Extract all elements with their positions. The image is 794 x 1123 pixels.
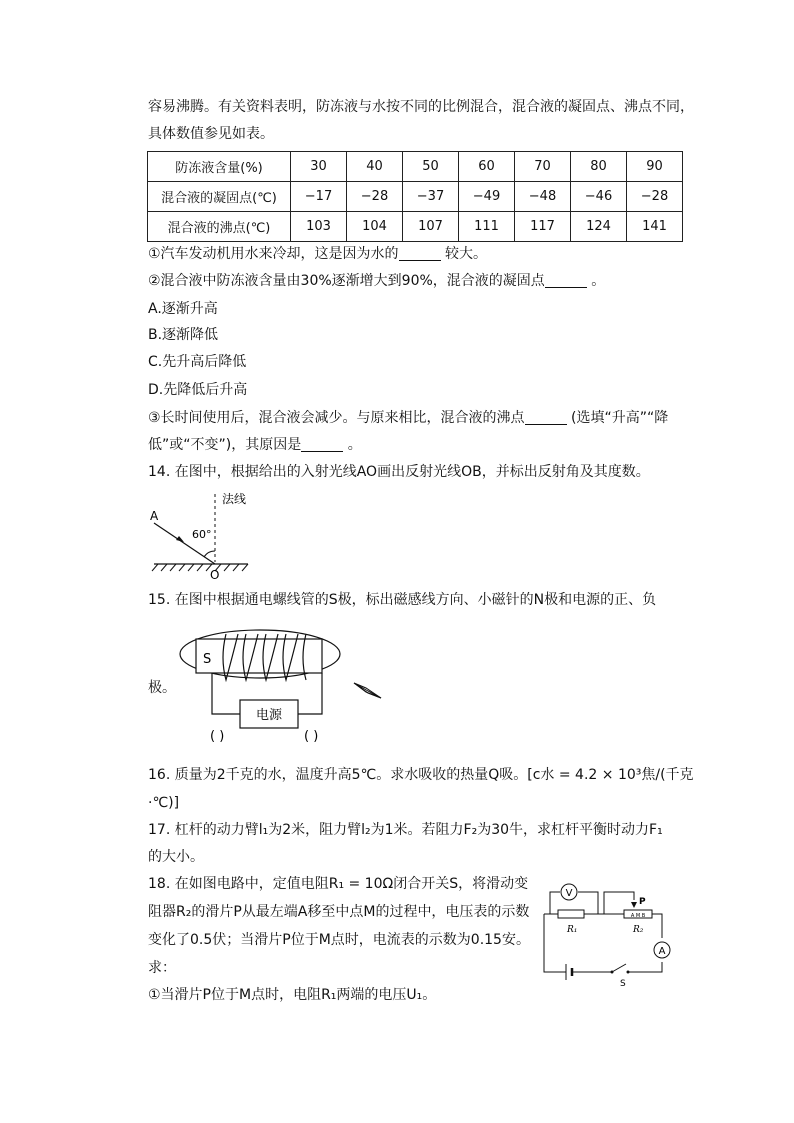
table-cell: 103 — [291, 212, 347, 242]
point-label: O — [210, 568, 220, 582]
table-cell: −28 — [627, 182, 683, 212]
terminal-left-paren[interactable]: ( ) — [210, 729, 225, 744]
pole-label: S — [203, 652, 212, 667]
table-cell: −48 — [515, 182, 571, 212]
answer-blank[interactable] — [545, 273, 587, 288]
rheostat-marks: A M B — [630, 913, 646, 919]
table-row — [148, 212, 683, 242]
q13-part3-choice: (选填“升高”“降 — [571, 410, 669, 426]
answer-blank[interactable] — [525, 410, 567, 425]
solenoid-figure — [176, 622, 396, 746]
resistor-r1 — [558, 910, 584, 918]
q16-text: 16. 质量为2千克的水，温度升高5℃。求水吸收的热量Q吸。[c水 = 4.2 × 10³焦/(千克 — [148, 767, 694, 783]
reflection-figure — [148, 490, 258, 582]
mirror-hatching — [152, 564, 248, 571]
q13-part3-cont — [148, 435, 362, 455]
table-header-cell: 60 — [459, 152, 515, 182]
table-cell: 混合液的沸点(℃) — [148, 212, 291, 242]
table-cell: 混合液的凝固点(℃) — [148, 182, 291, 212]
option-c: C.先升高后降低 — [148, 354, 247, 370]
q13-part2 — [148, 271, 605, 291]
table-cell: 124 — [571, 212, 627, 242]
q18-line-1: 18. 在如图电路中，定值电阻R₁ = 10Ω闭合开关S，将滑动变 — [148, 876, 529, 892]
table-cell: 104 — [347, 212, 403, 242]
compass-needle-icon[interactable] — [354, 683, 381, 698]
voltmeter-label: V — [565, 888, 573, 899]
q18-line-2: 阻器R₂的滑片P从最左端A移至中点M的过程中，电压表的示数 — [148, 904, 530, 920]
q13-part1-text: ①汽车发动机用水来冷却，这是因为水的 — [148, 246, 399, 262]
table-header-cell: 80 — [571, 152, 627, 182]
q13-part1-tail: 较大。 — [445, 246, 488, 262]
option-a: A.逐渐升高 — [148, 301, 218, 317]
q13-part1 — [148, 244, 487, 264]
table-header-cell: 防冻液含量(%) — [148, 152, 291, 182]
table-cell: −49 — [459, 182, 515, 212]
table-cell: 107 — [403, 212, 459, 242]
q18-line-5: ①当滑片P位于M点时，电阻R₁两端的电压U₁。 — [148, 987, 437, 1003]
circuit-figure — [538, 880, 678, 988]
table-header-cell: 40 — [347, 152, 403, 182]
q17-tail: 的大小。 — [148, 849, 204, 865]
q13-part3 — [148, 408, 668, 428]
table-header-row — [148, 152, 683, 182]
q16-tail: ·℃)] — [148, 795, 180, 811]
power-source-label: 电源 — [255, 708, 283, 723]
battery-icon — [566, 964, 572, 980]
ammeter-label: A — [658, 946, 666, 957]
q18-line-3: 变化了0.5伏；当滑片P位于M点时，电流表的示数为0.15安。 — [148, 932, 530, 948]
slider-label: P — [639, 897, 646, 907]
q15-tail: 极。 — [148, 680, 176, 696]
table-header-cell: 90 — [627, 152, 683, 182]
answer-blank[interactable] — [301, 437, 343, 452]
angle-label: 60° — [192, 528, 212, 541]
terminal-right-paren[interactable]: ( ) — [304, 729, 319, 744]
answer-blank[interactable] — [399, 246, 441, 261]
switch-contact — [627, 971, 630, 974]
q15-text: 15. 在图中根据通电螺线管的S极，标出磁感线方向、小磁针的N极和电源的正、负 — [148, 592, 657, 608]
q13-part2-text: ②混合液中防冻液含量由30%逐渐增大到90%，混合液的凝固点 — [148, 273, 545, 289]
option-d: D.先降低后升高 — [148, 382, 248, 398]
q13-part2-tail: 。 — [591, 273, 606, 289]
intro-line-2: 具体数值参见如表。 — [148, 126, 274, 142]
switch-label: S — [620, 979, 626, 988]
switch — [612, 964, 626, 972]
intro-line-1: 容易沸腾。有关资料表明，防冻液与水按不同的比例混合，混合液的凝固点、沸点不同， — [148, 99, 694, 115]
table-cell: −28 — [347, 182, 403, 212]
table-cell: −46 — [571, 182, 627, 212]
antifreeze-table — [147, 151, 683, 242]
normal-label: 法线 — [222, 492, 247, 506]
table-header-cell: 70 — [515, 152, 571, 182]
ray-label: A — [150, 509, 159, 523]
switch-pivot — [611, 971, 614, 974]
q13-part3-cont-text: 低”或“不变”)，其原因是 — [148, 437, 302, 453]
q13-part3-end: 。 — [347, 437, 362, 453]
option-b: B.逐渐降低 — [148, 327, 219, 343]
slider-arrow-icon — [631, 902, 637, 908]
q13-part3-text: ③长时间使用后，混合液会减少。与原来相比，混合液的沸点 — [148, 410, 525, 426]
q17-text: 17. 杠杆的动力臂l₁为2米，阻力臂l₂为1米。若阻力F₂为30牛，求杠杆平衡时动力F₁ — [148, 822, 663, 838]
table-cell: −17 — [291, 182, 347, 212]
q18-line-4: 求： — [148, 960, 176, 976]
r1-label: R₁ — [567, 925, 578, 935]
angle-arc — [204, 551, 215, 557]
table-cell: 117 — [515, 212, 571, 242]
r2-label: R₂ — [633, 925, 644, 935]
table-header-cell: 30 — [291, 152, 347, 182]
table-cell: 141 — [627, 212, 683, 242]
wire-right — [298, 673, 322, 714]
table-row — [148, 182, 683, 212]
q14-text: 14. 在图中，根据给出的入射光线AO画出反射光线OB，并标出反射角及其度数。 — [148, 464, 650, 480]
table-cell: 111 — [459, 212, 515, 242]
table-cell: −37 — [403, 182, 459, 212]
table-header-cell: 50 — [403, 152, 459, 182]
